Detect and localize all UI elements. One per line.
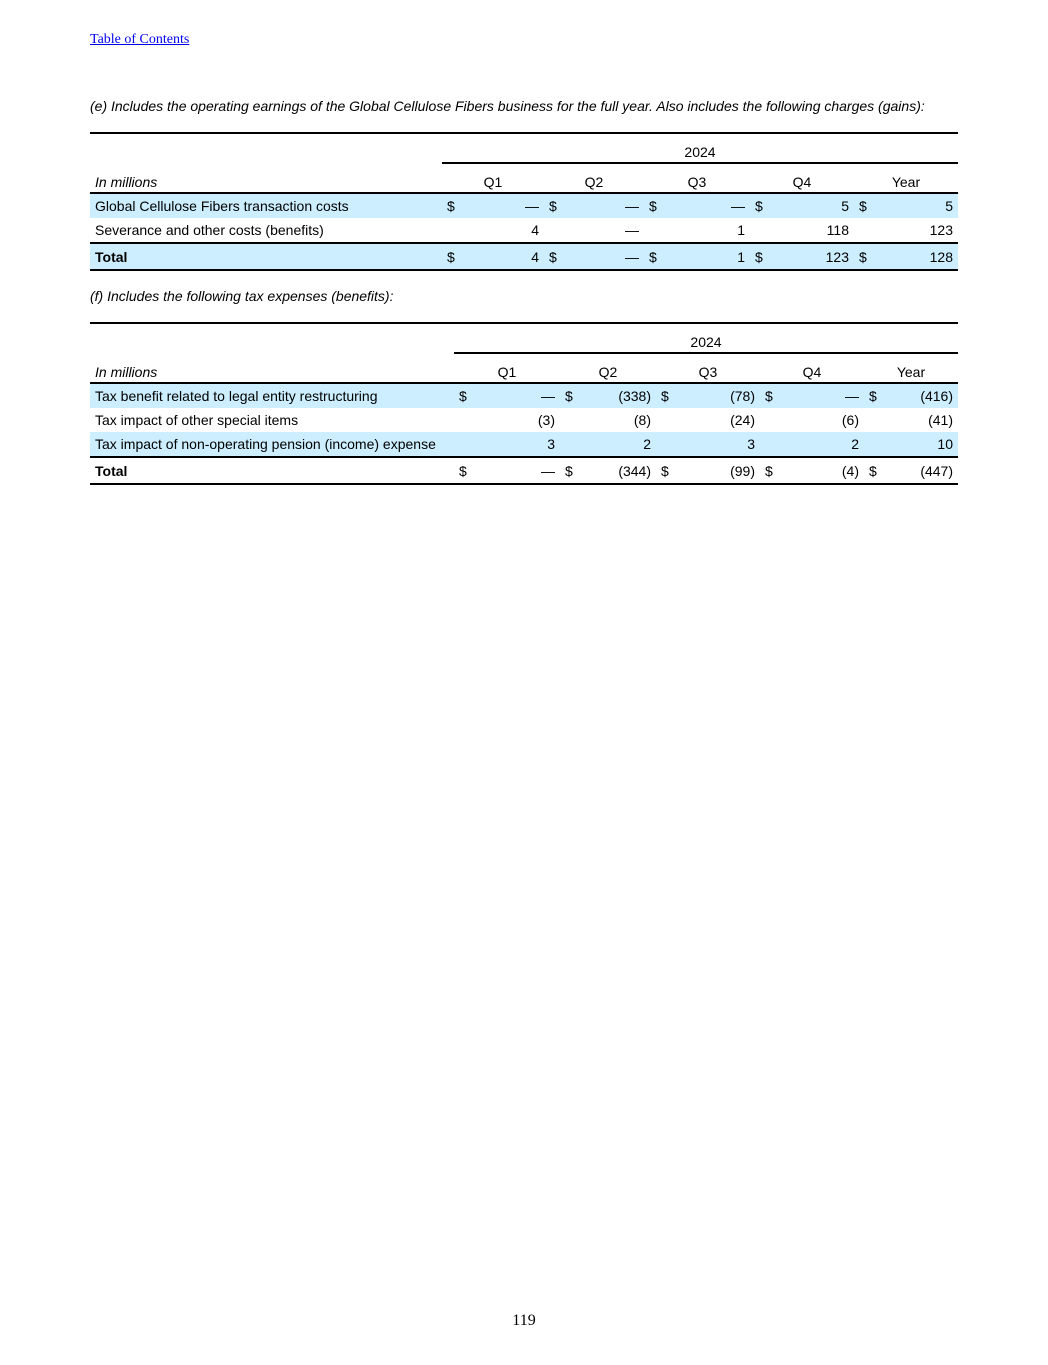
- table-header-year-row: [90, 323, 958, 353]
- currency-symbol: [656, 432, 676, 457]
- value-cell: (8): [633, 412, 651, 428]
- total-value: 4: [462, 243, 544, 270]
- column-header-q3: Q3: [644, 163, 750, 193]
- total-value: 1: [664, 243, 750, 270]
- currency-symbol: [454, 408, 474, 432]
- total-value: —: [564, 243, 644, 270]
- currency-symbol: $: [760, 383, 780, 408]
- value-cell: —: [564, 193, 644, 218]
- value-cell: —: [664, 193, 750, 218]
- note-f: (f) Includes the following tax expenses (benefits):: [90, 288, 394, 304]
- row-label: Tax benefit related to legal entity restructuring: [90, 383, 454, 408]
- column-header-year: Year: [864, 353, 958, 383]
- table-row: [90, 193, 958, 218]
- currency-symbol: $: [656, 457, 676, 484]
- tax-table: [90, 322, 958, 485]
- total-row: [90, 243, 958, 270]
- value-cell: —: [462, 193, 544, 218]
- row-label: Severance and other costs (benefits): [95, 222, 324, 238]
- table-header-row: [90, 163, 958, 193]
- currency-symbol: [854, 218, 874, 243]
- value-cell: 123: [929, 222, 953, 238]
- currency-symbol: [864, 432, 884, 457]
- column-header-label: In millions: [90, 163, 442, 193]
- table-row: [90, 383, 958, 408]
- total-label: Total: [90, 243, 442, 270]
- year-header: 2024: [442, 133, 958, 163]
- value-cell: (6): [841, 412, 859, 428]
- currency-symbol: [644, 218, 664, 243]
- currency-symbol: [560, 432, 580, 457]
- currency-symbol: $: [454, 457, 474, 484]
- currency-symbol: [656, 408, 676, 432]
- value-cell: 2: [580, 432, 656, 457]
- currency-symbol: $: [864, 457, 884, 484]
- value-cell: 3: [676, 432, 760, 457]
- currency-symbol: [560, 408, 580, 432]
- currency-symbol: $: [644, 193, 664, 218]
- currency-symbol: $: [442, 193, 462, 218]
- column-header-q1: Q1: [442, 163, 544, 193]
- value-cell: (338): [580, 383, 656, 408]
- currency-symbol: $: [454, 383, 474, 408]
- charges-table: [90, 132, 958, 271]
- currency-symbol: $: [560, 383, 580, 408]
- currency-symbol: $: [854, 243, 874, 270]
- table-row: [90, 432, 958, 457]
- column-header-q1: Q1: [454, 353, 560, 383]
- column-header-q4: Q4: [750, 163, 854, 193]
- total-value: 123: [770, 243, 854, 270]
- value-cell: (41): [928, 412, 953, 428]
- currency-symbol: [750, 218, 770, 243]
- currency-symbol: $: [750, 193, 770, 218]
- column-header-q2: Q2: [560, 353, 656, 383]
- value-cell: (24): [730, 412, 755, 428]
- column-header-q3: Q3: [656, 353, 760, 383]
- value-cell: 5: [770, 193, 854, 218]
- value-cell: 2: [780, 432, 864, 457]
- total-value: (4): [780, 457, 864, 484]
- currency-symbol: $: [854, 193, 874, 218]
- table-header-row: [90, 353, 958, 383]
- column-header-q2: Q2: [544, 163, 644, 193]
- total-label: Total: [90, 457, 454, 484]
- table-row: [90, 408, 958, 432]
- total-row: [90, 457, 958, 484]
- note-e: (e) Includes the operating earnings of the Global Cellulose Fibers business for the full year. Also includes the following charges (gains):: [90, 98, 925, 114]
- row-label: Tax impact of other special items: [95, 412, 299, 428]
- value-cell: —: [625, 222, 639, 238]
- value-cell: 10: [884, 432, 958, 457]
- value-cell: 118: [826, 222, 849, 238]
- currency-symbol: $: [560, 457, 580, 484]
- column-header-q4: Q4: [760, 353, 864, 383]
- total-value: (344): [580, 457, 656, 484]
- currency-symbol: $: [442, 243, 462, 270]
- page-number: 119: [512, 1312, 536, 1329]
- year-header: 2024: [454, 323, 958, 353]
- row-label: Global Cellulose Fibers transaction costs: [90, 193, 442, 218]
- value-cell: 4: [531, 222, 539, 238]
- value-cell: 1: [737, 222, 745, 238]
- currency-symbol: [454, 432, 474, 457]
- currency-symbol: [760, 432, 780, 457]
- currency-symbol: [864, 408, 884, 432]
- currency-symbol: $: [644, 243, 664, 270]
- currency-symbol: $: [750, 243, 770, 270]
- value-cell: 5: [874, 193, 958, 218]
- currency-symbol: $: [544, 243, 564, 270]
- currency-symbol: [442, 218, 462, 243]
- value-cell: (416): [884, 383, 958, 408]
- row-label: Tax impact of non-operating pension (income) expense: [90, 432, 454, 457]
- total-value: (447): [884, 457, 958, 484]
- value-cell: —: [780, 383, 864, 408]
- currency-symbol: $: [544, 193, 564, 218]
- currency-symbol: $: [656, 383, 676, 408]
- column-header-year: Year: [854, 163, 958, 193]
- currency-symbol: $: [760, 457, 780, 484]
- table-of-contents-link[interactable]: Table of Contents: [90, 32, 190, 47]
- value-cell: (78): [676, 383, 760, 408]
- value-cell: 3: [474, 432, 560, 457]
- total-value: (99): [676, 457, 760, 484]
- column-header-label: In millions: [90, 353, 454, 383]
- currency-symbol: [760, 408, 780, 432]
- total-value: —: [474, 457, 560, 484]
- table-header-year-row: [90, 133, 958, 163]
- value-cell: (3): [537, 412, 555, 428]
- value-cell: —: [474, 383, 560, 408]
- total-value: 128: [874, 243, 958, 270]
- table-row: [90, 218, 958, 243]
- currency-symbol: $: [864, 383, 884, 408]
- currency-symbol: [544, 218, 564, 243]
